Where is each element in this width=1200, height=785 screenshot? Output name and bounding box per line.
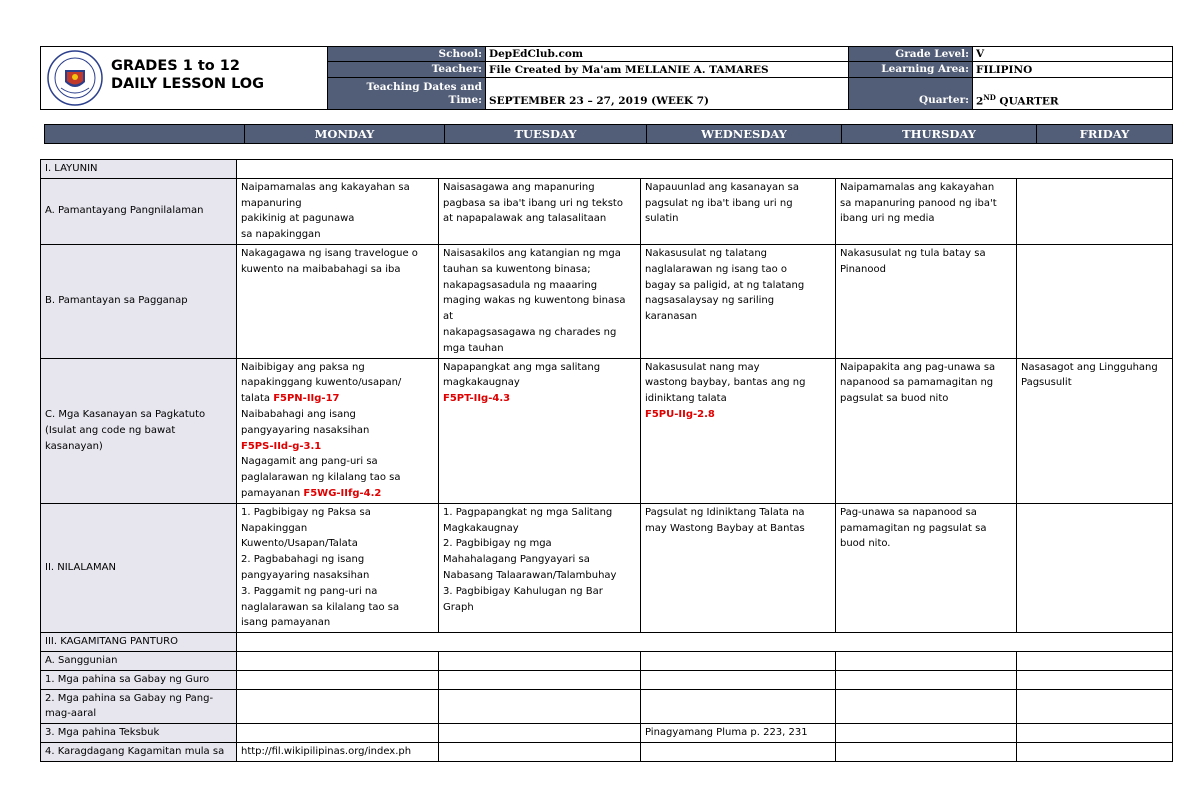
row-c-friday	[1017, 358, 1173, 503]
row-c-monday	[237, 358, 439, 503]
row-a-tuesday	[439, 178, 641, 244]
cell-empty	[439, 670, 641, 689]
cell-empty	[237, 689, 439, 724]
text-line: 2. Mga pahina sa Gabay ng Pang-	[45, 692, 214, 704]
text-line: Pinanood	[840, 263, 886, 275]
row-b-wednesday	[641, 244, 836, 358]
text-line: naglalarawan ng isang tao o	[645, 263, 787, 275]
teaching-dates-label-line1: Teaching Dates and	[366, 81, 482, 93]
row-b-monday	[237, 244, 439, 358]
cell-empty	[836, 724, 1017, 743]
cell-empty	[237, 724, 439, 743]
quarter-label: Quarter:	[849, 78, 973, 110]
quarter-suffix: ND	[983, 92, 996, 102]
text-line: C. Mga Kasanayan sa Pagkatuto	[45, 408, 206, 420]
text-line: mapanuring	[241, 197, 302, 209]
row-karagdagang-kagamitan	[41, 742, 1173, 761]
text-line: Mahahalagang Pangyayari sa	[443, 554, 590, 566]
cell-empty	[641, 651, 836, 670]
text-line: Nasasagot ang Lingguhang	[1021, 361, 1158, 373]
deped-seal-icon	[47, 50, 103, 106]
text-line: pangyayaring nasaksihan	[241, 569, 370, 581]
school-value: DepEdClub.com	[486, 47, 849, 62]
text-line: at napapalawak ang talasalitaan	[443, 213, 607, 225]
row-a-wednesday	[641, 178, 836, 244]
school-label: School:	[328, 47, 486, 62]
text-line: pamamagitan ng pagsulat sa	[840, 522, 987, 534]
text-line: Naipamamalas ang kakayahan sa	[241, 181, 410, 193]
teaching-dates-label	[328, 78, 486, 110]
cell-empty	[1017, 689, 1173, 724]
gabay-guro-label: 1. Mga pahina sa Gabay ng Guro	[41, 670, 237, 689]
row-ii-friday	[1017, 503, 1173, 632]
competency-code: F5PT-IIg-4.3	[443, 393, 511, 405]
text-line: Naipapakita ang pag-unawa sa	[840, 361, 996, 373]
text-line: pangyayaring nasaksihan	[241, 424, 370, 436]
cell-empty	[237, 651, 439, 670]
text-line: 1. Pagpapangkat ng mga Salitang	[443, 506, 613, 518]
row-c-thursday	[836, 358, 1017, 503]
row-b-label: B. Pamantayan sa Pagganap	[41, 244, 237, 358]
text-line: pagsulat sa buod nito	[840, 393, 949, 405]
row-pamantayan-sa-pagganap	[41, 244, 1173, 358]
text-line: sa mapanuring panood ng iba't	[840, 197, 997, 209]
text-line: ibang uri ng media	[840, 213, 935, 225]
row-b-tuesday	[439, 244, 641, 358]
text-line: Nakasusulat ng tula batay sa	[840, 247, 986, 259]
row-a-label: A. Pamantayang Pangnilalaman	[41, 178, 237, 244]
text-line: mga tauhan	[443, 342, 504, 354]
text-line: Nabasang Talaarawan/Talambuhay	[443, 569, 617, 581]
day-monday: MONDAY	[245, 125, 445, 144]
row-b-friday	[1017, 244, 1173, 358]
title-daily-lesson-log: DAILY LESSON LOG	[111, 76, 265, 92]
text-line: 2. Pagbibigay ng mga	[443, 538, 552, 550]
text-line: napanood sa pamamagitan ng	[840, 377, 994, 389]
row-pamantayang-pangnilalaman	[41, 178, 1173, 244]
text-line: napakinggang kuwento/usapan/	[241, 377, 402, 389]
text-line: at	[443, 311, 454, 323]
text-line: magkakaugnay	[443, 377, 520, 389]
text-line: tauhan sa kuwentong binasa;	[443, 263, 591, 275]
text-line: Naibabahagi ang isang	[241, 408, 356, 420]
text-line: Napapangkat ang mga salitang	[443, 361, 601, 373]
text-line: sulatin	[645, 213, 679, 225]
text-line: 3. Paggamit ng pang-uri na	[241, 585, 378, 597]
text-line: naglalarawan sa kilalang tao sa	[241, 601, 400, 613]
text-line: 1. Pagbibigay ng Paksa sa	[241, 506, 371, 518]
title-grades: GRADES 1 to 12	[111, 58, 240, 74]
text-line: Naisasagawa ang mapanuring	[443, 181, 595, 193]
text-line: nakapagsasagawa ng charades ng	[443, 326, 617, 338]
row-iii-span	[237, 633, 1173, 652]
row-a-monday	[237, 178, 439, 244]
header-info-table	[327, 46, 1173, 110]
cell-empty	[439, 724, 641, 743]
layunin-span	[237, 160, 1173, 179]
days-header	[44, 124, 1173, 144]
grade-level-value: V	[973, 47, 1173, 62]
text-line: Napakinggan	[241, 522, 308, 534]
row-gabay-guro	[41, 670, 1173, 689]
learning-area-label: Learning Area:	[849, 62, 973, 78]
day-wednesday: WEDNESDAY	[647, 125, 842, 144]
karagdagang-monday: http://fil.wikipilipinas.org/index.ph	[237, 742, 439, 761]
text-line: paglalarawan ng kilalang tao sa	[241, 472, 401, 484]
sanggunian-label: A. Sanggunian	[41, 651, 237, 670]
text-line: may Wastong Baybay at Bantas	[645, 522, 805, 534]
text-line	[241, 391, 434, 407]
row-ii-monday	[237, 503, 439, 632]
cell-empty	[641, 742, 836, 761]
teaching-dates-value: SEPTEMBER 23 – 27, 2019 (WEEK 7)	[486, 78, 849, 110]
row-ii-tuesday	[439, 503, 641, 632]
teksbuk-wednesday: Pinagyamang Pluma p. 223, 231	[641, 724, 836, 743]
text-line: Nakasusulat ng talatang	[645, 247, 768, 259]
text-line: idiniktang talata	[645, 393, 727, 405]
cell-empty	[1017, 742, 1173, 761]
text-line: Pag-unawa sa napanood sa	[840, 506, 977, 518]
cell-empty	[836, 742, 1017, 761]
gabay-pang-mag-aaral-label	[41, 689, 237, 724]
row-ii-label: II. NILALAMAN	[41, 503, 237, 632]
text-line: Kuwento/Usapan/Talata	[241, 538, 358, 550]
competency-code: F5PU-IIg-2.8	[645, 408, 715, 420]
cell-empty	[1017, 670, 1173, 689]
text-line: Napauunlad ang kasanayan sa	[645, 181, 799, 193]
teaching-dates-label-line2: Time:	[448, 94, 482, 106]
days-header-blank	[45, 125, 245, 144]
text-line: Magkakaugnay	[443, 522, 519, 534]
cell-empty	[836, 670, 1017, 689]
row-kagamitang-panturo	[41, 633, 1173, 652]
text-fragment: talata	[241, 393, 274, 405]
row-a-thursday	[836, 178, 1017, 244]
row-teksbuk	[41, 724, 1173, 743]
text-line: Pagsusulit	[1021, 377, 1072, 389]
text-line: Naisasakilos ang katangian ng mga	[443, 247, 621, 259]
text-line: pagsulat ng iba't ibang uri ng	[645, 197, 793, 209]
row-gabay-pang-mag-aaral	[41, 689, 1173, 724]
text-line: Graph	[443, 601, 474, 613]
text-line: wastong baybay, bantas ang ng	[645, 377, 806, 389]
text-line: isang pamayanan	[241, 617, 331, 629]
lesson-log-table	[40, 159, 1173, 762]
cell-empty	[237, 670, 439, 689]
text-line: sa napakinggan	[241, 229, 321, 241]
text-line: 2. Pagbabahagi ng isang	[241, 554, 365, 566]
quarter-word: QUARTER	[995, 95, 1059, 107]
header-title-block	[40, 46, 328, 110]
row-mga-kasanayan	[41, 358, 1173, 503]
text-line: Nagagamit ang pang-uri sa	[241, 456, 378, 468]
teacher-label: Teacher:	[328, 62, 486, 78]
row-layunin	[41, 160, 1173, 179]
day-friday: FRIDAY	[1037, 125, 1173, 144]
quarter-number: 2	[976, 95, 984, 107]
row-c-wednesday	[641, 358, 836, 503]
cell-empty	[439, 689, 641, 724]
text-line: kasanayan)	[45, 440, 103, 452]
competency-code: F5PS-IId-g-3.1	[241, 440, 322, 452]
row-a-friday	[1017, 178, 1173, 244]
row-ii-thursday	[836, 503, 1017, 632]
text-line: Naipamamalas ang kakayahan	[840, 181, 995, 193]
cell-empty	[1017, 724, 1173, 743]
text-line: nakapagsasadula ng maaaring	[443, 279, 598, 291]
text-line: pakikinig at pagunawa	[241, 213, 355, 225]
text-line: Nakasusulat nang may	[645, 361, 760, 373]
row-ii-wednesday	[641, 503, 836, 632]
row-b-thursday	[836, 244, 1017, 358]
header-title	[111, 57, 264, 93]
text-line: buod nito.	[840, 538, 891, 550]
learning-area-value: FILIPINO	[973, 62, 1173, 78]
karagdagang-label: 4. Karagdagang Kagamitan mula sa	[41, 742, 237, 761]
text-line: Naibibigay ang paksa ng	[241, 361, 365, 373]
text-line: Nakagagawa ng isang travelogue o	[241, 247, 418, 259]
text-fragment: pamayanan	[241, 487, 304, 499]
text-line: Pagsulat ng Idiniktang Talata na	[645, 506, 805, 518]
cell-empty	[439, 742, 641, 761]
cell-empty	[836, 689, 1017, 724]
day-tuesday: TUESDAY	[445, 125, 647, 144]
text-line: maging wakas ng kuwentong binasa	[443, 295, 626, 307]
quarter-value	[973, 78, 1173, 110]
teksbuk-label: 3. Mga pahina Teksbuk	[41, 724, 237, 743]
row-nilalaman	[41, 503, 1173, 632]
cell-empty	[836, 651, 1017, 670]
competency-code: F5PN-IIg-17	[273, 393, 340, 405]
text-line: bagay sa paligid, at ng talatang	[645, 279, 805, 291]
grade-level-label: Grade Level:	[849, 47, 973, 62]
day-thursday: THURSDAY	[842, 125, 1037, 144]
competency-code: F5WG-IIfg-4.2	[303, 487, 382, 499]
cell-empty	[1017, 651, 1173, 670]
row-sanggunian	[41, 651, 1173, 670]
cell-empty	[439, 651, 641, 670]
cell-empty	[641, 670, 836, 689]
row-iii-label: III. KAGAMITANG PANTURO	[41, 633, 237, 652]
teacher-value: File Created by Ma'am MELLANIE A. TAMARES	[486, 62, 849, 78]
text-line: (Isulat ang code ng bawat	[45, 424, 176, 436]
text-line: karanasan	[645, 311, 698, 323]
cell-empty	[641, 689, 836, 724]
text-line	[241, 486, 434, 502]
text-line: 3. Pagbibigay Kahulugan ng Bar	[443, 585, 603, 597]
text-line: pagbasa sa iba't ibang uri ng teksto	[443, 197, 623, 209]
text-line: nagsasalaysay ng sariling	[645, 295, 775, 307]
text-line: kuwento na maibabahagi sa iba	[241, 263, 401, 275]
row-c-tuesday	[439, 358, 641, 503]
layunin-label: I. LAYUNIN	[41, 160, 237, 179]
row-c-label	[41, 358, 237, 503]
text-line: mag-aaral	[45, 708, 97, 720]
